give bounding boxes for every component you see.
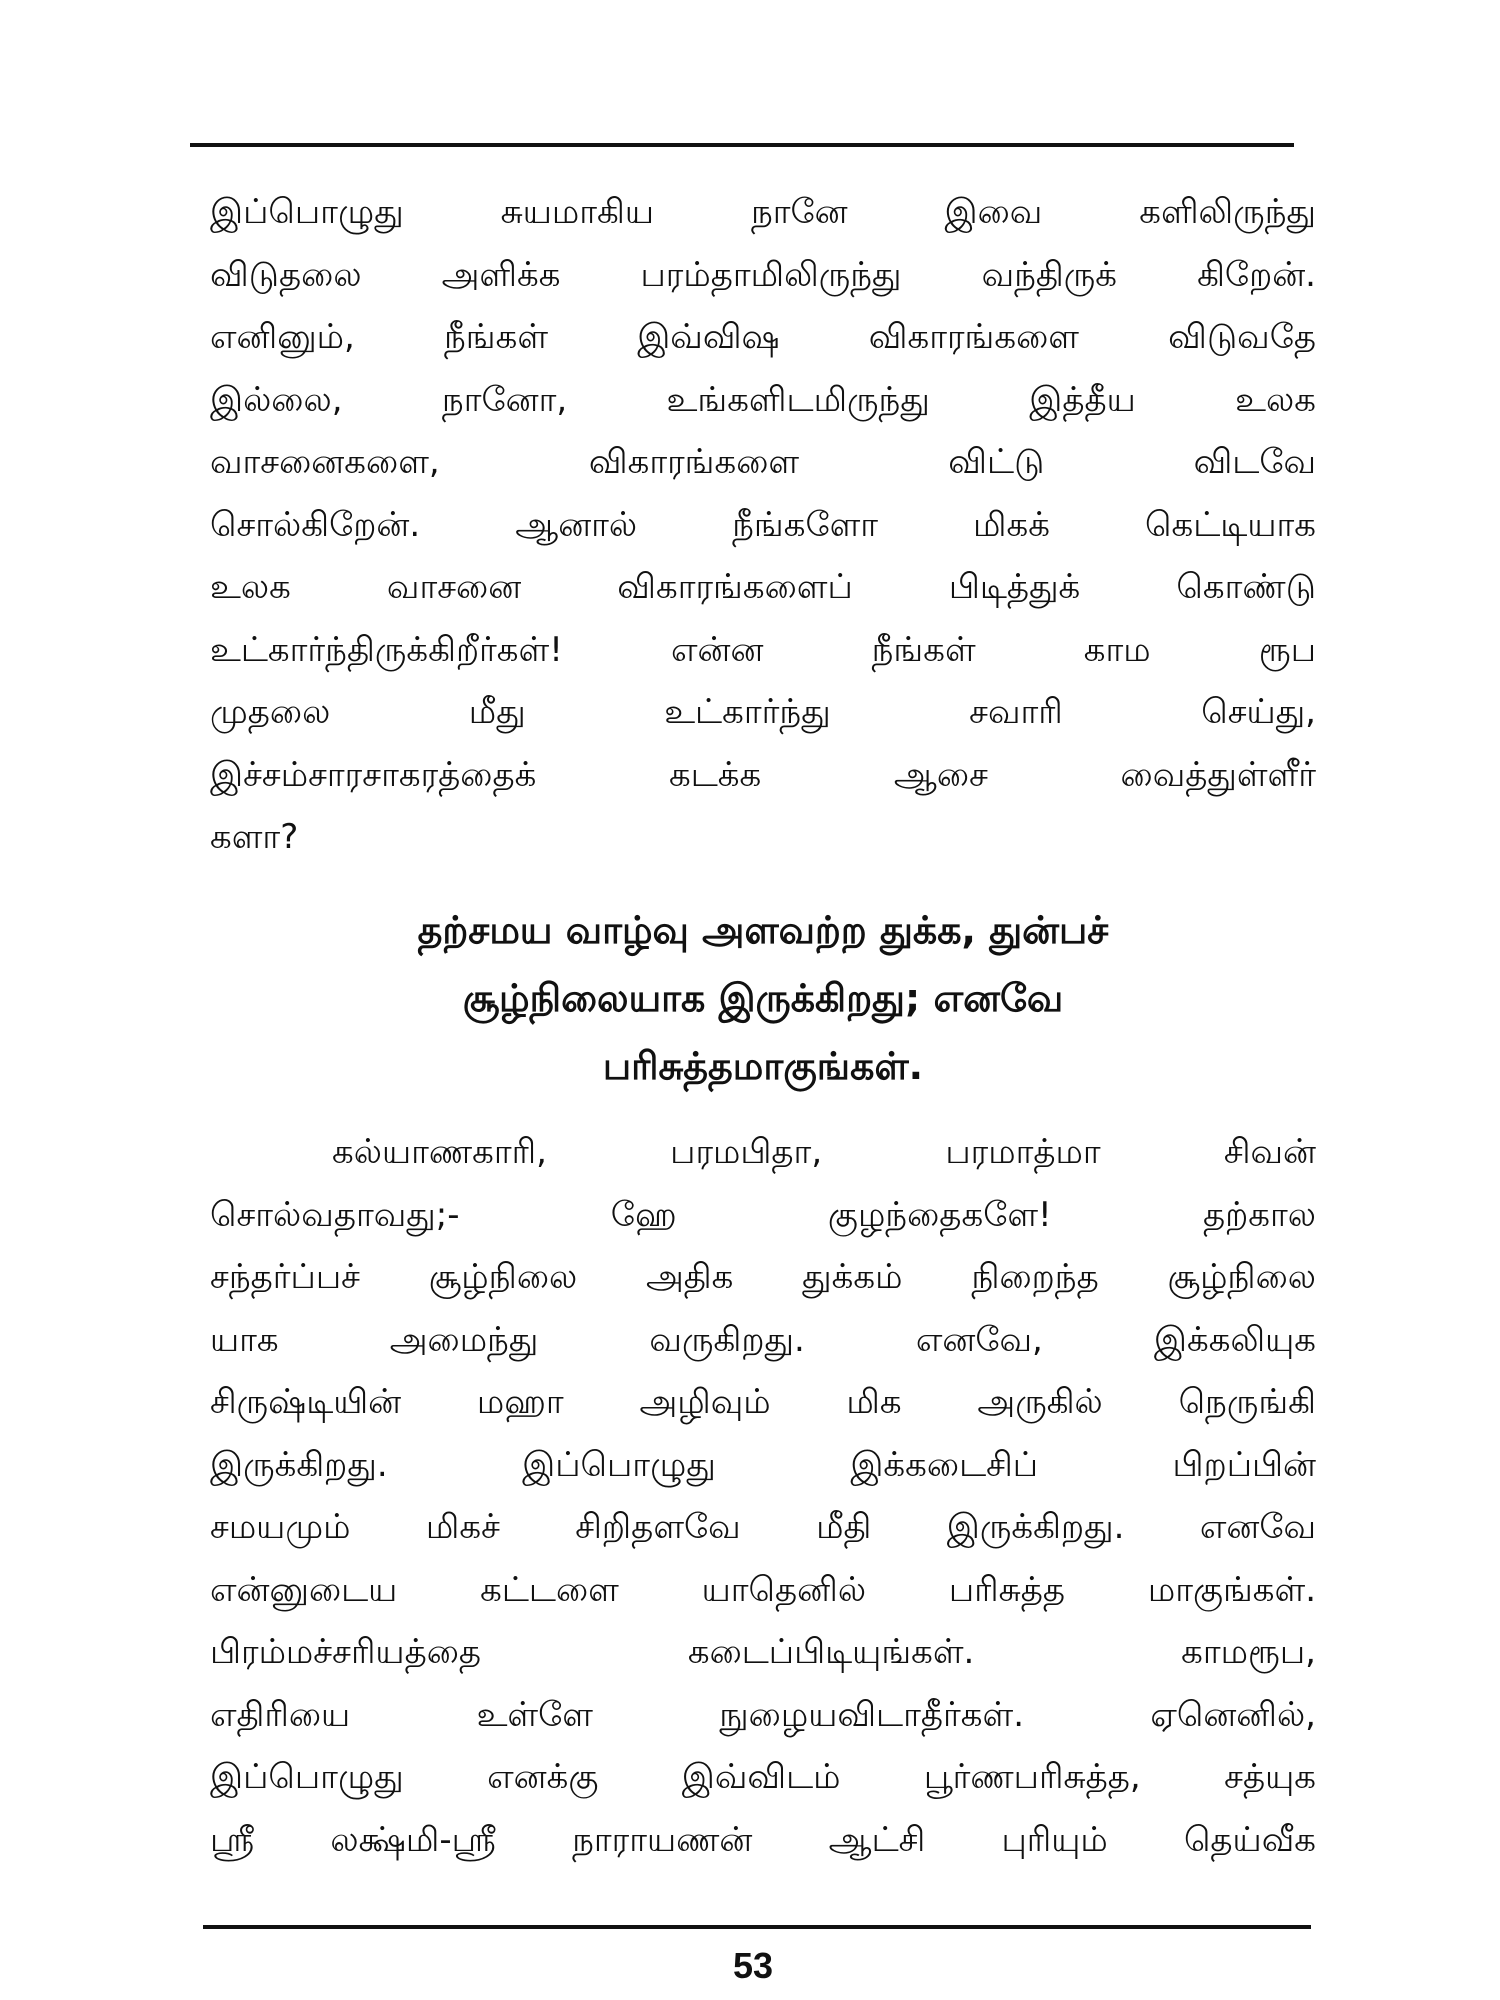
paragraph-line: பிரம்மச்சரியத்தை கடைப்பிடியுங்கள். காமரூப, bbox=[210, 1632, 1316, 1672]
paragraph-line: எனினும், நீங்கள் இவ்விஷ விகாரங்களை விடுவதே bbox=[210, 317, 1316, 357]
paragraph-line: எதிரியை உள்ளே நுழையவிடாதீர்கள். ஏனெனில், bbox=[210, 1694, 1316, 1735]
paragraph-line: ஸ்ரீ லக்ஷ்மி-ஸ்ரீ நாராயணன் ஆட்சி புரியும் தெய்வீக bbox=[210, 1819, 1316, 1860]
body-paragraph-1 bbox=[210, 181, 1316, 869]
paragraph-line: இப்பொழுது சுயமாகிய நானே இவை களிலிருந்து bbox=[210, 192, 1316, 232]
paragraph-line: உட்கார்ந்திருக்கிறீர்கள்! என்ன நீங்கள் காம ரூப bbox=[210, 629, 1316, 670]
paragraph-line: சொல்வதாவது;- ஹே குழந்தைகளே! தற்கால bbox=[210, 1194, 1316, 1235]
paragraph-line: விடுதலை அளிக்க பரம்தாமிலிருந்து வந்திருக் கிறேன். bbox=[210, 254, 1316, 295]
paragraph-line: உலக வாசனை விகாரங்களைப் பிடித்துக் கொண்டு bbox=[210, 567, 1316, 607]
paragraph-line: யாக அமைந்து வருகிறது. எனவே, இக்கலியுக bbox=[210, 1319, 1316, 1360]
heading-line: தற்சமய வாழ்வு அளவற்ற துக்க, துன்பச் bbox=[417, 908, 1109, 952]
paragraph-line: களா? bbox=[210, 817, 299, 857]
section-heading bbox=[210, 896, 1316, 1100]
paragraph-line: இச்சம்சாரசாகரத்தைக் கடக்க ஆசை வைத்துள்ளீர் bbox=[210, 754, 1316, 795]
top-rule bbox=[190, 143, 1294, 147]
heading-line: பரிசுத்தமாகுங்கள். bbox=[602, 1044, 924, 1088]
paragraph-line: இருக்கிறது. இப்பொழுது இக்கடைசிப் பிறப்பின் bbox=[210, 1444, 1316, 1485]
paragraph-line: சந்தர்ப்பச் சூழ்நிலை அதிக துக்கம் நிறைந்த சூழ்நிலை bbox=[210, 1257, 1316, 1297]
paragraph-line: இல்லை, நானோ, உங்களிடமிருந்து இத்தீய உலக bbox=[210, 379, 1316, 420]
paragraph-line: வாசனைகளை, விகாரங்களை விட்டு விடவே bbox=[210, 442, 1316, 482]
paragraph-line: சமயமும் மிகச் சிறிதளவே மீதி இருக்கிறது. எனவே bbox=[210, 1507, 1316, 1547]
heading-line: சூழ்நிலையாக இருக்கிறது; எனவே bbox=[462, 976, 1064, 1020]
paragraph-line: கல்யாணகாரி, பரமபிதா, பரமாத்மா சிவன் bbox=[332, 1132, 1316, 1172]
body-paragraph-2 bbox=[210, 1121, 1316, 1871]
paragraph-line: இப்பொழுது எனக்கு இவ்விடம் பூர்ணபரிசுத்த, சத்யுக bbox=[210, 1757, 1316, 1797]
paragraph-line: சொல்கிறேன். ஆனால் நீங்களோ மிகக் கெட்டியாக bbox=[210, 504, 1316, 545]
paragraph-line: முதலை மீது உட்கார்ந்து சவாரி செய்து, bbox=[210, 692, 1316, 732]
page-number: 53 bbox=[732, 1945, 774, 1986]
paragraph-line: என்னுடைய கட்டளை யாதெனில் பரிசுத்த மாகுங்கள். bbox=[210, 1569, 1316, 1610]
bottom-rule bbox=[203, 1925, 1311, 1929]
paragraph-line: சிருஷ்டியின் மஹா அழிவும் மிக அருகில் நெருங்கி bbox=[210, 1382, 1316, 1422]
